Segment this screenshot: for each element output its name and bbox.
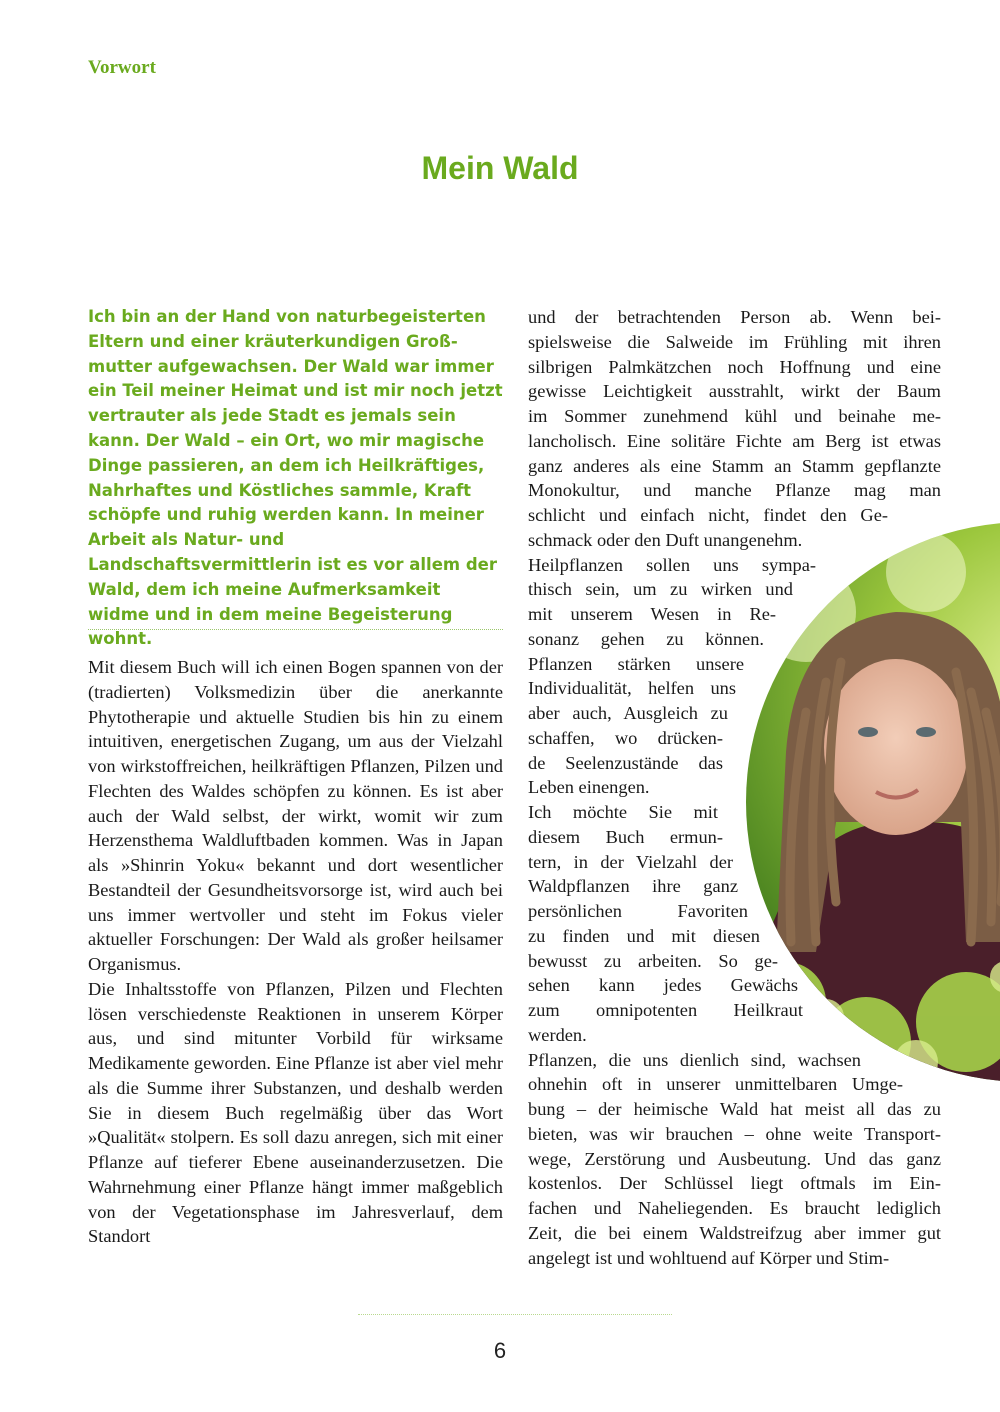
text-line: spielsweise die Salweide im Frühling mit ihren	[528, 331, 941, 352]
text-line: bieten, was wir brauchen – ohne weite Transport-	[528, 1123, 941, 1144]
intro-paragraph: Ich bin an der Hand von naturbegeisterten Eltern und einer kräuterkundigen Großmutter aufgewachsen. Der Wald war immer ein Teil meiner Heimat und ist mir noch jetzt vertrauter als jede Stadt es jemals sein kann. Der Wald – ein Ort, wo mir magische Dinge passieren, an dem ich Heilkräftiges, Nahrhaftes und Köstliches sammle, Kraft schöpfe und ruhig werden kann. In meiner Arbeit als Natur- und Landschaftsvermittlerin ist es vor allem der Wald, dem ich meine Aufmerksamkeit widme und in dem meine Begeisterung wohnt.	[88, 307, 503, 649]
text-line: Heilpflanzen sollen uns sympa-	[528, 554, 816, 575]
text-line: kostenlos. Der Schlüssel liegt oftmals im Ein-	[528, 1173, 941, 1194]
text-line: de Seelenzustände das	[528, 752, 723, 773]
text-line: gewisse Leichtigkeit ausstrahlt, wirkt der Baum	[528, 381, 941, 402]
body-paragraph: Mit diesem Buch will ich einen Bogen spannen von der (tradierten) Volksmedizin über die anerkannte Phytotherapie und aktuelle Studien bis hin zu einem intuitiven, energetischen Zugang, um aus der Vielzahl von wirkstoffreichen, heilkräftigen Pflanzen, Pilzen und Flechten des Waldes schöpfen zu können. Es ist aber auch der Wald selbst, der wirkt, womit wir zum Herzensthema Waldluftbaden kommen. Was in Japan als »Shinrin Yoku« bekannt und dort wesentlicher Bestandteil der Gesundheitsvorsorge ist, wird auch bei uns immer wertvoller und steht im Fokus vieler aktueller Forschungen: Der Wald als großer heilsamer Organismus.	[88, 657, 503, 974]
text-line: diesem Buch ermun-	[528, 826, 723, 847]
text-line: sonanz gehen zu können.	[528, 628, 764, 649]
footer-divider	[358, 1314, 672, 1315]
text-line: schmack oder den Duft unangenehm.	[528, 529, 803, 550]
text-line: persönlichen Favoriten	[528, 901, 748, 921]
text-line: zu finden und mit diesen	[528, 925, 760, 946]
section-label: Vorwort	[88, 57, 156, 78]
text-line: thisch sein, um zu wirken und	[528, 579, 793, 600]
left-column	[88, 655, 503, 1249]
text-line: Pflanzen, die uns dienlich sind, wachsen	[528, 1049, 861, 1070]
right-column	[528, 305, 941, 1270]
text-line: Zeit, die bei einem Waldstreifzug aber immer gut	[528, 1222, 941, 1243]
text-line: mit unserem Wesen in Re-	[528, 604, 776, 624]
text-line: lancholisch. Eine solitäre Fichte am Berg ist etwas	[528, 430, 941, 451]
text-line: silbrigen Palmkätzchen noch Hoffnung und eine	[528, 356, 941, 377]
text-line: fachen und Naheliegenden. Es braucht lediglich	[528, 1198, 941, 1218]
text-line: ohnehin oft in unserer unmittelbaren Umge-	[528, 1074, 903, 1095]
text-line: angelegt ist und wohltuend auf Körper und Stim-	[528, 1247, 890, 1268]
text-line: Leben einengen.	[528, 777, 650, 798]
text-line: schlicht und einfach nicht, findet den Ge-	[528, 505, 888, 525]
text-line: werden.	[528, 1024, 587, 1045]
text-line: Pflanzen stärken unsere	[528, 653, 744, 674]
text-line: Ich möchte Sie mit	[528, 802, 718, 822]
body-paragraph: Die Inhaltsstoffe von Pflanzen, Pilzen und Flechten lösen verschiedenste Reaktionen in unserem Körper aus, und sind mitunter Vorbild für wirksame Medikamente geworden. Eine Pflanze ist aber viel mehr als die Summe ihrer Substanzen, und deshalb werden Sie in diesem Buch regelmäßig über das Wort »Qualität« stolpern. Es soll dazu anregen, sich mit einer Pflanze auf tieferer Ebene auseinanderzusetzen. Die Wahrnehmung einer Pflanze hängt immer maßgeblich von der Vegetationsphase im Jahresverlauf, dem Standort	[88, 978, 503, 1247]
text-line: zum omnipotenten Heilkraut	[528, 1000, 803, 1020]
text-line: Individualität, helfen uns	[528, 678, 736, 699]
text-line: Waldpflanzen ihre ganz	[528, 876, 738, 897]
text-line: bung – der heimische Wald hat meist all das zu	[528, 1099, 941, 1119]
page-title: Mein Wald	[421, 150, 579, 186]
page-number: 6	[493, 1338, 507, 1363]
intro-divider	[88, 629, 503, 630]
text-line: wege, Zerstörung und Ausbeutung. Und das ganz	[528, 1148, 941, 1169]
text-line: im Sommer zunehmend kühl und beinahe me-	[528, 406, 941, 426]
text-line: sehen kann jedes Gewächs	[528, 975, 798, 996]
text-line: Monokultur, und manche Pflanze mag man	[528, 480, 941, 501]
text-line: bewusst zu arbeiten. So ge-	[528, 950, 778, 971]
text-line: und der betrachtenden Person ab. Wenn bei-	[528, 307, 941, 327]
text-line: schaffen, wo drücken-	[528, 727, 723, 748]
text-line: aber auch, Ausgleich zu	[528, 703, 728, 723]
text-line: tern, in der Vielzahl der	[528, 851, 733, 872]
text-line: ganz anderes als eine Stamm an Stamm gepflanzte	[528, 455, 941, 476]
